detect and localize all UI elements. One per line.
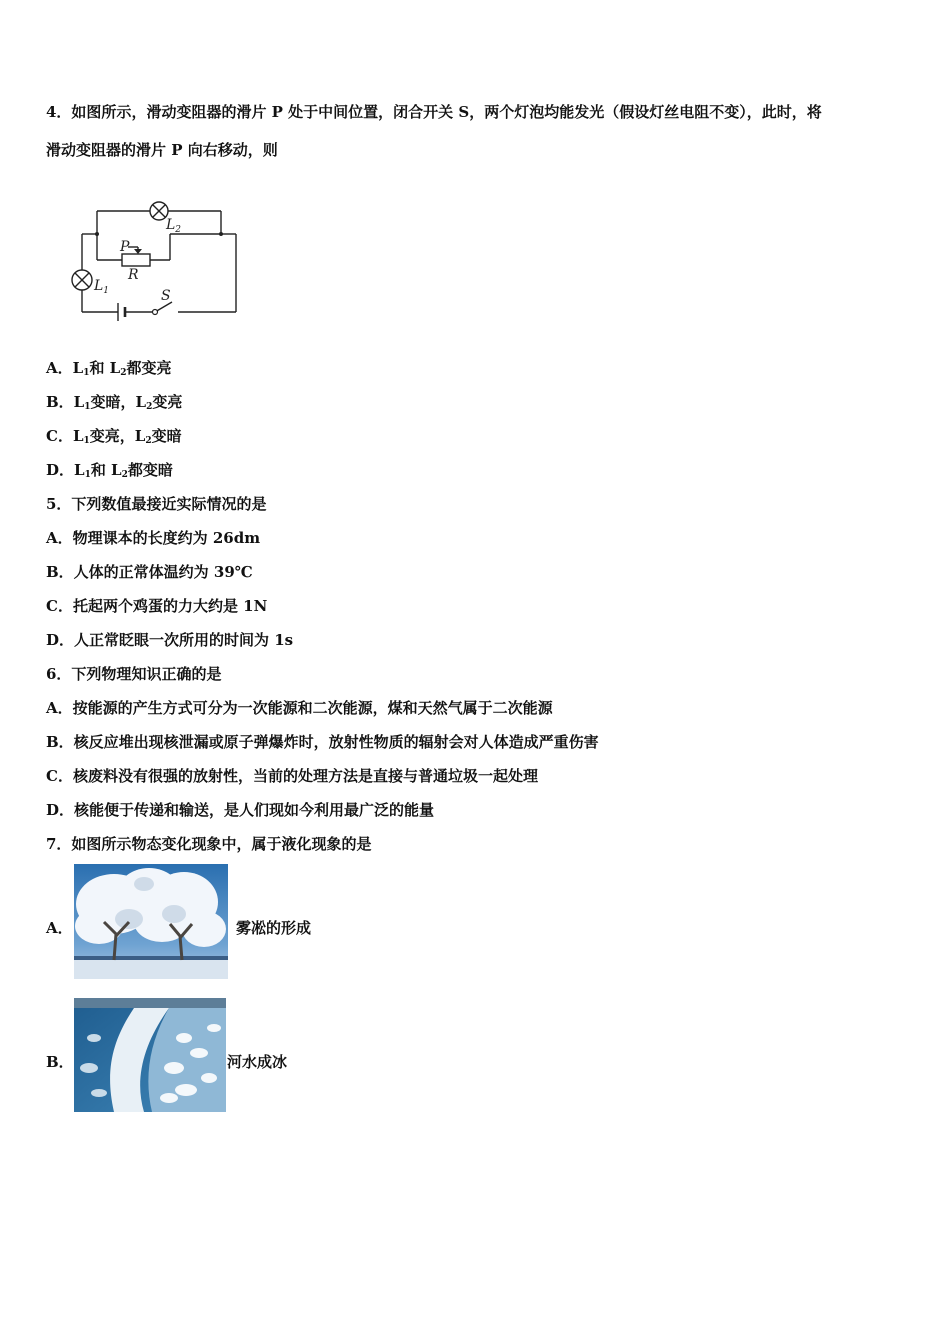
rime-trees-photo <box>74 864 228 979</box>
q6-option-a: A．按能源的产生方式可分为一次能源和二次能源，煤和天然气属于二次能源 <box>46 699 553 717</box>
circuit-diagram <box>66 196 246 328</box>
q4-option-d: D．$L_1$和 $L_2$都变暗 <box>46 461 173 480</box>
q4-option-c: C．$L_1$变亮，$L_2$变暗 <box>46 427 182 446</box>
q5-option-b: B．人体的正常体温约为 39℃ <box>46 563 253 581</box>
q5-stem: 5．下列数值最接近实际情况的是 <box>46 495 267 513</box>
label-p: P <box>120 239 130 255</box>
q4-stem-line1: 4．如图所示，滑动变阻器的滑片 P 处于中间位置，闭合开关 S，两个灯泡均能发光（假设灯丝电阻不变），此时，将 <box>46 103 822 121</box>
q4-stem-line2: 滑动变阻器的滑片 P 向右移动，则 <box>46 141 278 159</box>
q6-option-b: B．核反应堆出现核泄漏或原子弹爆炸时，放射性物质的辐射会对人体造成严重伤害 <box>46 733 599 751</box>
q5-option-a: A．物理课本的长度约为 26dm <box>46 529 261 547</box>
q5-option-c: C．托起两个鸡蛋的力大约是 1N <box>46 597 268 615</box>
q4-option-b: B．$L_1$变暗，$L_2$变亮 <box>46 393 183 412</box>
q7-option-a-letter: A． <box>46 919 73 937</box>
q6-stem: 6．下列物理知识正确的是 <box>46 665 222 683</box>
river-ice-photo <box>74 998 226 1112</box>
label-s: S <box>161 288 171 304</box>
q6-option-c: C．核废料没有很强的放射性，当前的处理方法是直接与普通垃圾一起处理 <box>46 767 538 785</box>
q7-stem: 7．如图所示物态变化现象中，属于液化现象的是 <box>46 835 372 853</box>
q6-option-d: D．核能便于传递和输送，是人们现如今利用最广泛的能量 <box>46 801 435 819</box>
q7-option-a-caption: 雾凇的形成 <box>236 919 312 937</box>
q5-option-d: D．人正常眨眼一次所用的时间为 1s <box>46 631 294 649</box>
label-l2: $L_2$ <box>166 217 182 235</box>
q7-option-b-letter: B． <box>46 1053 74 1071</box>
q7-option-b-caption: 河水成冰 <box>227 1053 288 1071</box>
label-l1: $L_1$ <box>94 278 110 296</box>
label-r: R <box>128 267 139 283</box>
q4-option-a: A．$L_1$和 $L_2$都变亮 <box>46 359 172 378</box>
